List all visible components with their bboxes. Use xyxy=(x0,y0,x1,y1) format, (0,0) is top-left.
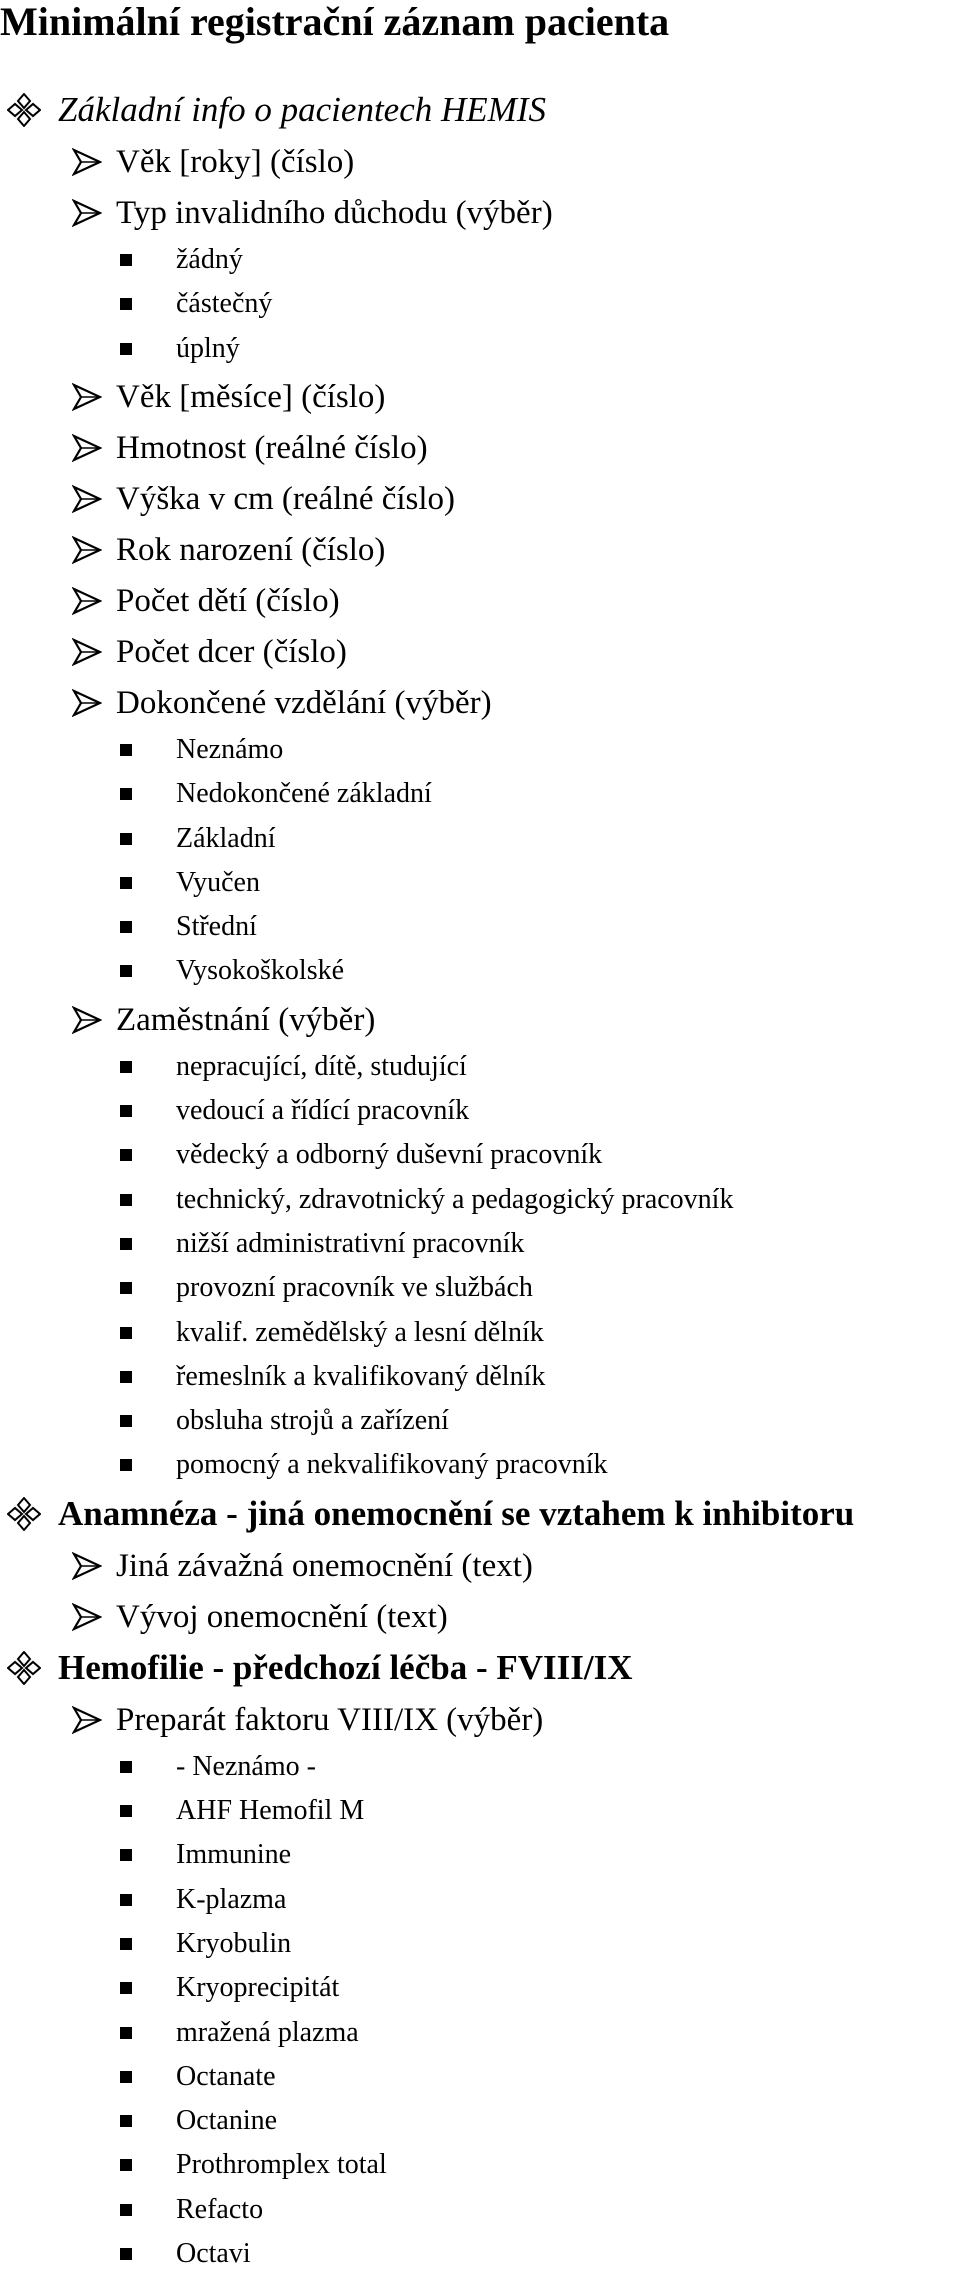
option-label: vědecký a odborný duševní pracovník xyxy=(176,1139,603,1171)
option-label: vedoucí a řídící pracovník xyxy=(176,1095,470,1126)
option-label: řemeslník a kvalifikovaný dělník xyxy=(176,1360,546,1392)
option-label: - Neznámo - xyxy=(176,1750,316,1782)
arrowhead-icon xyxy=(62,1544,112,1588)
option-item xyxy=(0,2013,359,2053)
square-bullet-icon xyxy=(120,833,132,845)
square-bullet-icon xyxy=(120,1938,132,1950)
square-bullet-icon xyxy=(120,1061,132,1073)
option-item xyxy=(0,1791,364,1831)
square-bullet-icon xyxy=(120,788,132,800)
option-label: částečný xyxy=(176,288,273,320)
option-label: Neznámo xyxy=(176,733,284,765)
square-bullet-icon xyxy=(120,877,132,889)
option-label: Vyučen xyxy=(176,866,260,898)
field-label: Preparát faktoru VIII/IX (výběr) xyxy=(116,1701,544,1738)
section-heading-text: Hemofilie - předchozí léčba - FVIII/IX xyxy=(58,1647,633,1687)
square-bullet-icon xyxy=(120,1459,132,1471)
option-item xyxy=(0,1313,544,1353)
option-label: pomocný a nekvalifikovaný pracovník xyxy=(176,1449,608,1481)
field-label: Věk [roky] (číslo) xyxy=(116,144,355,180)
square-bullet-icon xyxy=(120,2159,132,2171)
option-label: Immunine xyxy=(176,1839,292,1871)
option-label: Kryoprecipitát xyxy=(176,1972,340,2004)
square-bullet-icon xyxy=(120,1761,132,1773)
four-diamond-icon xyxy=(0,88,48,132)
field-item xyxy=(0,426,428,470)
field-label: Počet dcer (číslo) xyxy=(116,633,347,670)
arrowhead-icon xyxy=(62,1595,112,1639)
option-label: Octanate xyxy=(176,2060,276,2092)
option-label: Nedokončené základní xyxy=(176,778,432,810)
option-item xyxy=(0,907,257,947)
square-bullet-icon xyxy=(120,2115,132,2127)
arrowhead-icon xyxy=(62,1698,112,1742)
option-item xyxy=(0,329,240,369)
field-item xyxy=(0,998,375,1042)
field-item xyxy=(0,140,354,184)
option-item xyxy=(0,240,243,280)
option-item xyxy=(0,1968,339,2008)
square-bullet-icon xyxy=(120,2248,132,2260)
option-label: nižší administrativní pracovník xyxy=(176,1227,525,1259)
option-item xyxy=(0,2190,263,2230)
field-item xyxy=(0,528,385,572)
option-item xyxy=(0,1180,733,1220)
option-item xyxy=(0,1835,291,1875)
section-heading xyxy=(0,1646,633,1690)
square-bullet-icon xyxy=(120,1849,132,1861)
arrowhead-icon xyxy=(62,191,112,235)
option-item xyxy=(0,2145,387,2185)
arrowhead-icon xyxy=(62,998,112,1042)
square-bullet-icon xyxy=(120,298,132,310)
arrowhead-icon xyxy=(62,426,112,470)
square-bullet-icon xyxy=(120,1105,132,1117)
option-item xyxy=(0,1401,449,1441)
option-item xyxy=(0,774,432,814)
field-item xyxy=(0,681,492,725)
square-bullet-icon xyxy=(120,1371,132,1383)
field-label: Typ invalidního důchodu (výběr) xyxy=(116,195,553,231)
square-bullet-icon xyxy=(120,1149,132,1161)
field-item xyxy=(0,375,385,419)
field-item xyxy=(0,630,347,674)
section-heading xyxy=(0,88,546,132)
square-bullet-icon xyxy=(120,1982,132,1994)
field-label: Výška v cm (reálné číslo) xyxy=(116,480,456,517)
option-label: technický, zdravotnický a pedagogický pracovník xyxy=(176,1183,734,1215)
square-bullet-icon xyxy=(120,744,132,756)
option-item xyxy=(0,284,272,324)
section-heading-text: Základní info o pacientech HEMIS xyxy=(58,90,546,129)
square-bullet-icon xyxy=(120,921,132,933)
square-bullet-icon xyxy=(120,1194,132,1206)
option-item xyxy=(0,819,276,859)
square-bullet-icon xyxy=(120,2027,132,2039)
option-item xyxy=(0,1268,533,1308)
four-diamond-icon xyxy=(0,1492,48,1536)
option-item xyxy=(0,2101,277,2141)
option-item xyxy=(0,1357,545,1397)
option-item xyxy=(0,951,344,991)
field-item xyxy=(0,1698,543,1742)
option-label: Střední xyxy=(176,911,257,943)
field-label: Hmotnost (reálné číslo) xyxy=(116,429,428,466)
option-label: kvalif. zemědělský a lesní dělník xyxy=(176,1316,544,1348)
option-item xyxy=(0,1135,602,1175)
field-item xyxy=(0,477,455,521)
square-bullet-icon xyxy=(120,254,132,266)
arrowhead-icon xyxy=(62,630,112,674)
arrowhead-icon xyxy=(62,528,112,572)
field-label: Jiná závažná onemocnění (text) xyxy=(116,1547,533,1584)
arrowhead-icon xyxy=(62,140,112,184)
option-item xyxy=(0,863,260,903)
option-label: Prothromplex total xyxy=(176,2149,387,2181)
square-bullet-icon xyxy=(120,1282,132,1294)
field-label: Věk [měsíce] (číslo) xyxy=(116,378,386,415)
option-label: provozní pracovník ve službách xyxy=(176,1272,533,1304)
field-item xyxy=(0,579,340,623)
field-item xyxy=(0,1544,533,1588)
option-label: obsluha strojů a zařízení xyxy=(176,1405,449,1437)
option-item xyxy=(0,2234,251,2274)
square-bullet-icon xyxy=(120,1894,132,1906)
section-heading-text: Anamnéza - jiná onemocnění se vztahem k inhibitoru xyxy=(58,1493,855,1533)
arrowhead-icon xyxy=(62,681,112,725)
square-bullet-icon xyxy=(120,1805,132,1817)
option-label: úplný xyxy=(176,332,240,364)
option-item xyxy=(0,1091,469,1131)
option-label: K-plazma xyxy=(176,1883,287,1915)
square-bullet-icon xyxy=(120,1238,132,1250)
square-bullet-icon xyxy=(120,1327,132,1339)
arrowhead-icon xyxy=(62,579,112,623)
option-item xyxy=(0,730,283,770)
option-label: Refacto xyxy=(176,2193,264,2225)
square-bullet-icon xyxy=(120,2204,132,2216)
option-label: Octanine xyxy=(176,2105,278,2137)
option-label: Vysokoškolské xyxy=(176,955,345,987)
option-item xyxy=(0,2057,276,2097)
option-item xyxy=(0,1880,286,1920)
option-label: Základní xyxy=(176,822,276,854)
square-bullet-icon xyxy=(120,1415,132,1427)
field-label: Zaměstnání (výběr) xyxy=(116,1001,376,1038)
arrowhead-icon xyxy=(62,477,112,521)
field-label: Dokončené vzdělání (výběr) xyxy=(116,684,492,721)
section-heading xyxy=(0,1492,854,1536)
option-label: žádný xyxy=(176,244,243,275)
field-label: Vývoj onemocnění (text) xyxy=(116,1598,448,1635)
four-diamond-icon xyxy=(0,1646,48,1690)
field-label: Počet dětí (číslo) xyxy=(116,582,340,619)
option-item xyxy=(0,1047,467,1087)
option-label: Kryobulin xyxy=(176,1927,292,1959)
square-bullet-icon xyxy=(120,343,132,355)
page-title: Minimální registrační záznam pacienta xyxy=(0,0,670,44)
field-label: Rok narození (číslo) xyxy=(116,531,386,568)
option-label: mražená plazma xyxy=(176,2016,359,2048)
option-item xyxy=(0,1224,524,1264)
option-label: AHF Hemofil M xyxy=(176,1795,365,1826)
arrowhead-icon xyxy=(62,375,112,419)
option-label: nepracující, dítě, studující xyxy=(176,1050,467,1082)
square-bullet-icon xyxy=(120,965,132,977)
square-bullet-icon xyxy=(120,2071,132,2083)
field-item xyxy=(0,1595,448,1639)
option-item xyxy=(0,1924,291,1964)
option-label: Octavi xyxy=(176,2238,251,2269)
field-item xyxy=(0,191,553,235)
option-item xyxy=(0,1747,316,1787)
option-item xyxy=(0,1445,608,1485)
